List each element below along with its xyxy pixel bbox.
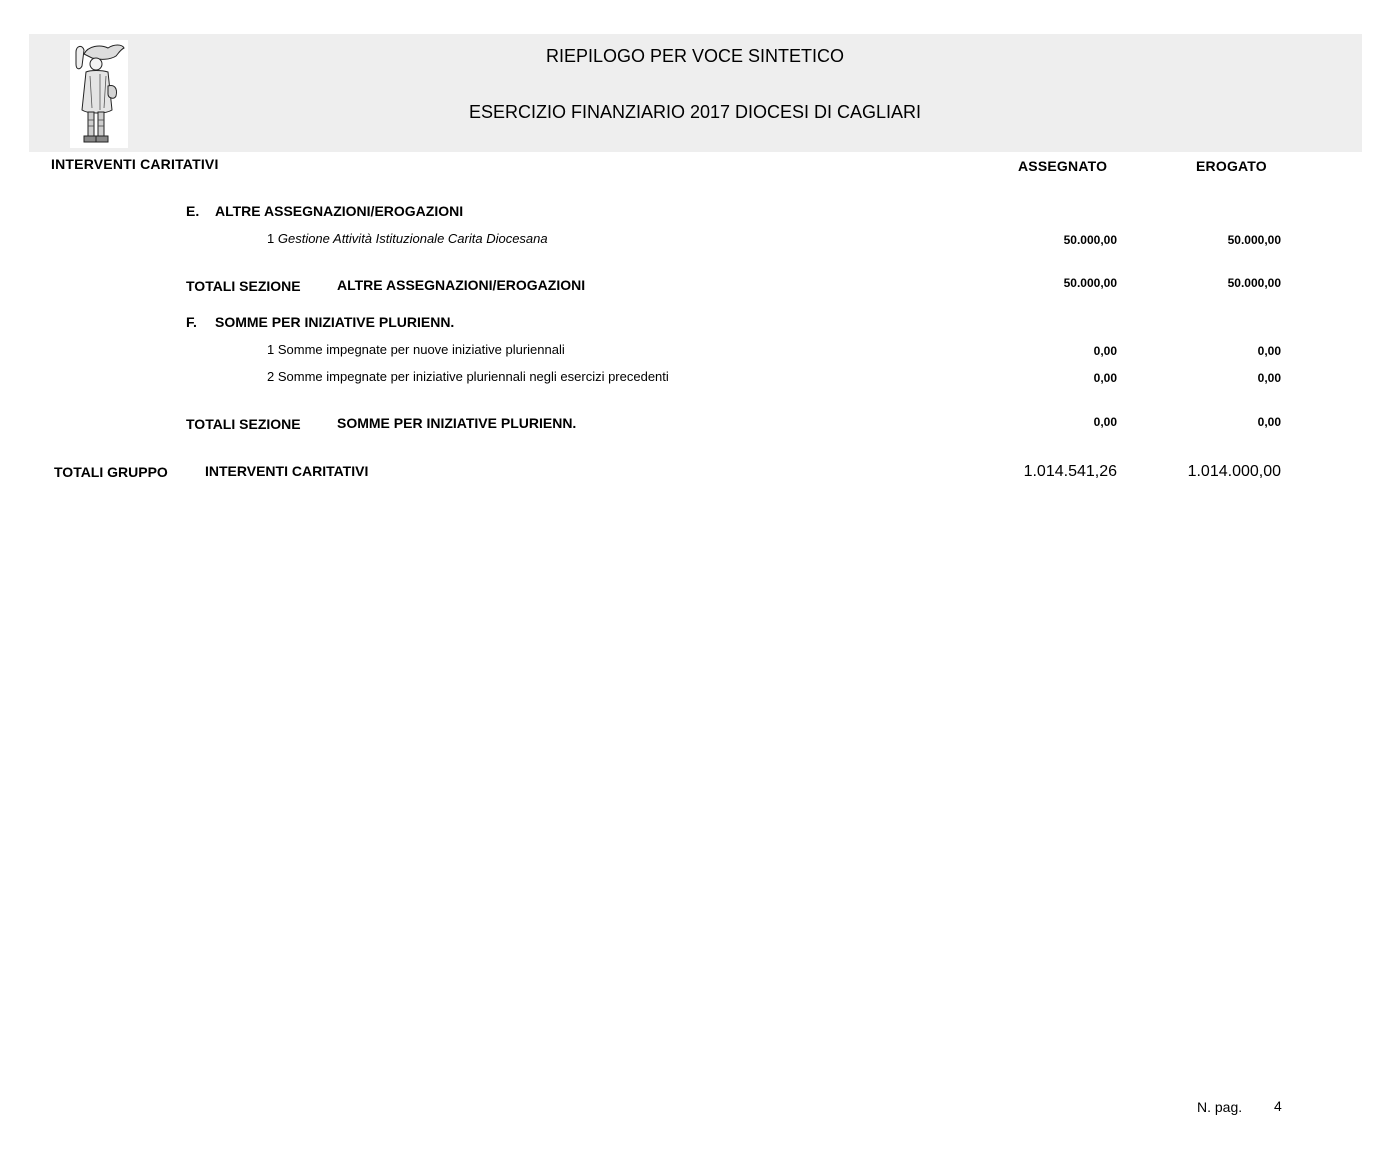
item-number: 1 (267, 231, 275, 246)
section-title: SOMME PER INIZIATIVE PLURIENN. (215, 314, 455, 330)
item-assegnato: 0,00 (1093, 344, 1117, 358)
item-label: Somme impegnate per iniziative pluriennali negli esercizi precedenti (277, 369, 669, 384)
section-total-erogato: 0,00 (1257, 415, 1281, 429)
column-header-assegnato: ASSEGNATO (1018, 158, 1108, 174)
section-total-label: TOTALI SEZIONE (186, 278, 301, 294)
report-title: RIEPILOGO PER VOCE SINTETICO (545, 46, 845, 66)
list-item (267, 369, 669, 384)
group-total-erogato: 1.014.000,00 (1187, 463, 1281, 480)
item-erogato: 0,00 (1257, 344, 1281, 358)
group-total-label: TOTALI GRUPPO (54, 464, 168, 480)
item-erogato: 0,00 (1257, 371, 1281, 385)
group-total-name: INTERVENTI CARITATIVI (205, 463, 369, 479)
list-item (267, 231, 548, 246)
list-item (267, 342, 565, 357)
section-code: E. (186, 203, 200, 219)
section-total-name: SOMME PER INIZIATIVE PLURIENN. (337, 415, 577, 431)
item-label: Gestione Attività Istituzionale Carita Diocesana (277, 231, 548, 246)
section-total-name: ALTRE ASSEGNAZIONI/EROGAZIONI (337, 277, 586, 293)
column-header-erogato: EROGATO (1196, 158, 1267, 174)
item-label: Somme impegnate per nuove iniziative pluriennali (277, 342, 565, 357)
report-subtitle: ESERCIZIO FINANZIARIO 2017 DIOCESI DI CAGLIARI (468, 102, 922, 122)
section-title: ALTRE ASSEGNAZIONI/EROGAZIONI (215, 203, 464, 219)
group-total-assegnato: 1.014.541,26 (1023, 463, 1117, 480)
page-label: N. pag. (1197, 1099, 1243, 1115)
item-assegnato: 0,00 (1093, 371, 1117, 385)
section-total-label: TOTALI SEZIONE (186, 416, 301, 432)
item-assegnato: 50.000,00 (1063, 233, 1117, 247)
item-number: 1 (267, 342, 275, 357)
group-heading: INTERVENTI CARITATIVI (51, 156, 219, 172)
item-number: 2 (267, 369, 275, 384)
page-number: 4 (1274, 1098, 1282, 1114)
section-total-assegnato: 50.000,00 (1063, 276, 1117, 290)
section-code: F. (186, 314, 197, 330)
section-total-assegnato: 0,00 (1093, 415, 1117, 429)
section-total-erogato: 50.000,00 (1227, 276, 1281, 290)
item-erogato: 50.000,00 (1227, 233, 1281, 247)
